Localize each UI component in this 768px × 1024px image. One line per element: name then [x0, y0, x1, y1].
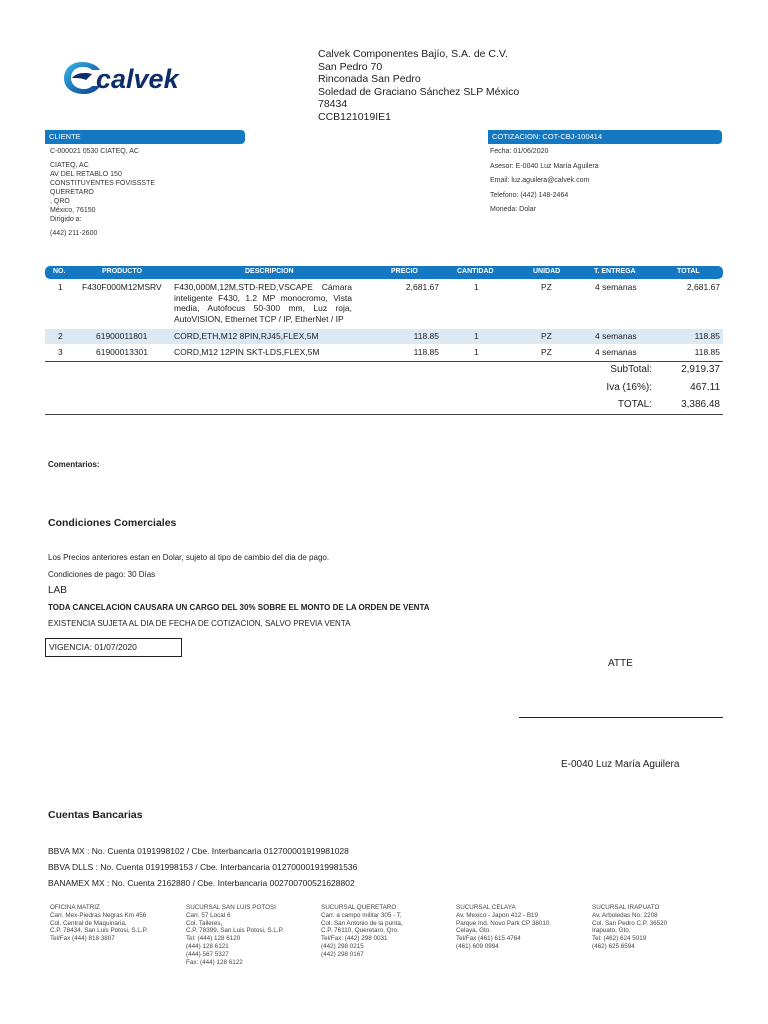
bank-line: BBVA MX : No. Cuenta 0191998102 / Cbe. Interbancaria 012700001919981028 — [48, 846, 349, 856]
office-line: Carr. Mex-Piedras Negras Km 456 — [50, 911, 147, 919]
company-line: San Pedro 70 — [318, 60, 383, 73]
client-address-line: Dirigido a: — [50, 216, 82, 223]
conditions-cancel: TODA CANCELACION CAUSARA UN CARGO DEL 30% SOBRE EL MONTO DE LA ORDEN DE VENTA — [48, 603, 430, 612]
calvek-logo — [62, 58, 222, 98]
office-line: Celaya, Gto. — [456, 927, 491, 935]
office-matriz — [50, 904, 148, 943]
cell-no: 3 — [58, 347, 63, 357]
office-line: Carr. 57 Local 6 — [186, 911, 231, 919]
office-line: C.P. 76110, Queretaro, Qro. — [321, 927, 399, 935]
quote-details — [490, 145, 599, 218]
client-phone: (442) 211-2600 — [50, 230, 98, 237]
cell-no: 2 — [58, 331, 63, 341]
office-line: Carr. a campo militar 305 - T, — [321, 911, 402, 919]
atte-label: ATTE — [608, 658, 633, 669]
cell-producto: F430F000M12MSRV — [82, 282, 162, 292]
client-address-line: QUERETARO — [50, 189, 94, 196]
office-line: Col. Central de Maquinaria, — [50, 919, 127, 927]
totals-divider — [45, 414, 723, 415]
office-line: (461) 609 0994 — [456, 942, 499, 950]
office-irapuato — [592, 904, 667, 951]
office-line: (442) 298 0167 — [321, 950, 364, 958]
office-line: Tel/Fax (444) 818 3807 — [50, 935, 115, 943]
items-table-header — [45, 266, 723, 279]
office-line: Irapuato, Gto. — [592, 927, 631, 935]
client-address-line: CONSTITUYENTES FOVISSSTE — [50, 180, 156, 187]
cell-unidad: PZ — [541, 282, 552, 292]
table-row — [45, 345, 723, 360]
logo-wordmark: calvek — [96, 64, 179, 94]
office-line: SUCURSAL QUERETARO — [321, 904, 397, 911]
office-line: SUCURSAL CELAYA — [456, 904, 516, 911]
quote-advisor: Asesor: E-0040 Luz María Aguilera — [490, 162, 599, 170]
bank-line: BBVA DLLS : No. Cuenta 0191998153 / Cbe. Interbancaria 012700001919981536 — [48, 862, 358, 872]
quote-currency: Moneda: Dolar — [490, 206, 536, 213]
conditions-stock: EXISTENCIA SUJETA AL DIA DE FECHA DE COTIZACION, SALVO PREVIA VENTA — [48, 619, 351, 628]
col-header-precio: PRECIO — [391, 268, 418, 275]
cell-descripcion: CORD,M12 12PIN SKT-LDS,FLEX,5M — [174, 347, 320, 357]
office-line: Tel/Fax: (442) 298 0031 — [321, 935, 388, 943]
cell-entrega: 4 semanas — [595, 331, 637, 341]
office-line: (444) 128 6121 — [186, 942, 229, 950]
cell-descripcion: CORD,ETH,M12 8PIN,RJ45,FLEX,5M — [174, 331, 319, 341]
col-header-cantidad: CANTIDAD — [457, 268, 494, 275]
office-san-luis-potosi — [186, 904, 284, 966]
office-line: SUCURSAL SAN LUIS POTOSI — [186, 904, 276, 911]
office-line: Tel/Fax (461) 615 4764 — [456, 935, 521, 943]
office-line: SUCURSAL IRAPUATO — [592, 904, 660, 911]
col-header-entrega: T. ENTREGA — [594, 268, 636, 275]
cell-unidad: PZ — [541, 347, 552, 357]
office-line: OFICINA MATRIZ — [50, 904, 100, 911]
total-value: 3,386.48 — [681, 399, 720, 410]
client-address-line: AV DEL RETABLO 150 — [50, 171, 122, 178]
table-divider — [45, 361, 723, 362]
cell-entrega: 4 semanas — [595, 282, 637, 292]
client-address-line: CIATEQ, AC — [50, 162, 89, 169]
col-header-producto: PRODUCTO — [102, 268, 142, 275]
subtotal-label: SubTotal: — [610, 364, 652, 375]
cell-precio: 118.85 — [413, 347, 439, 357]
cell-precio: 2,681.67 — [405, 282, 439, 292]
conditions-payment: Condiciones de pago: 30 Días — [48, 570, 156, 579]
office-line: Tel: (462) 624 5019 — [592, 935, 647, 943]
office-line: Col. Talleres, — [186, 919, 223, 927]
col-header-no: NO. — [53, 268, 66, 275]
company-info — [318, 48, 519, 123]
cell-total: 2,681.67 — [686, 282, 720, 292]
cell-unidad: PZ — [541, 331, 552, 341]
company-line: Rinconada San Pedro — [318, 73, 421, 85]
cell-precio: 118.85 — [413, 331, 439, 341]
conditions-lab: LAB — [48, 585, 67, 596]
company-line: CCB121019IE1 — [318, 110, 391, 123]
banks-title: Cuentas Bancarias — [48, 809, 143, 821]
iva-label: Iva (16%): — [606, 382, 652, 393]
office-line: Col. San Antonio de la punta, — [321, 919, 403, 927]
office-line: Av. Arboledas No. 2208 — [592, 911, 658, 919]
office-line: Fax: (444) 128 6122 — [186, 958, 243, 966]
signature-line — [519, 717, 723, 718]
cell-total: 118.85 — [694, 331, 720, 341]
cell-producto: 61900011801 — [96, 331, 148, 341]
office-line: Col. San Pedro C.P. 36520 — [592, 919, 668, 927]
client-code: C-000021 0530 CIATEQ, AC — [50, 148, 139, 155]
quote-email: Email: luz.aguilera@calvek.com — [490, 177, 590, 184]
office-queretaro — [321, 904, 403, 959]
cell-entrega: 4 semanas — [595, 347, 637, 357]
office-line: C.P. 78399, San Luis Potosi, S.L.P. — [186, 927, 284, 935]
quote-bar: COTIZACION: COT-CBJ-100414 — [488, 130, 722, 144]
office-line: (462) 625 6594 — [592, 942, 635, 950]
conditions-prices: Los Precios anteriores estan en Dolar, sujeto al tipo de cambio del dia de pago. — [48, 553, 330, 562]
col-header-unidad: UNIDAD — [533, 268, 561, 275]
quote-date: Fecha: 01/06/2020 — [490, 148, 549, 155]
cell-no: 1 — [58, 282, 63, 292]
office-line: (444) 567 5327 — [186, 950, 229, 958]
cell-total: 118.85 — [694, 347, 720, 357]
table-row — [45, 329, 723, 344]
client-bar: CLIENTE — [45, 130, 245, 144]
col-header-total: TOTAL — [677, 268, 700, 275]
company-line: Calvek Componentes Bajío, S.A. de C.V. — [318, 48, 508, 60]
client-details — [50, 147, 155, 238]
signer-name: E-0040 Luz María Aguilera — [561, 759, 680, 770]
office-line: Tel: (444) 128 6120 — [186, 935, 241, 943]
total-label: TOTAL: — [617, 399, 652, 410]
company-line: 78434 — [318, 98, 348, 110]
bank-line: BANAMEX MX : No. Cuenta 2162880 / Cbe. Interbancaria 002700700521628802 — [48, 878, 355, 888]
company-line: Soledad de Graciano Sánchez SLP México — [318, 85, 520, 98]
office-celaya — [456, 904, 549, 951]
cell-cantidad: 1 — [474, 282, 479, 292]
iva-value: 467.11 — [690, 382, 720, 393]
cell-cantidad: 1 — [474, 331, 479, 341]
client-address-line: , QRO — [50, 198, 70, 205]
comments-label: Comentarios: — [48, 460, 100, 469]
table-row — [45, 280, 723, 328]
office-line: (442) 298 0215 — [321, 942, 364, 950]
office-line: C.P. 78434, San Luis Potosi, S.L.P. — [50, 927, 148, 935]
cell-descripcion: F430,000M,12M,STD-RED,VSCAPE Cámara inteligente F430, 1.2 MP monocromo, Vista media, Autofocus 50-300 mm, Luz roja, AutoVISION, Ethernet TCP / IP, EtherNet / IP — [174, 282, 352, 324]
subtotal-value: 2,919.37 — [681, 364, 720, 375]
client-address-line: México, 76150 — [50, 207, 96, 214]
quote-phone: Telefono: (442) 148-2464 — [490, 191, 569, 199]
cell-producto: 61900013301 — [96, 347, 149, 357]
col-header-descripcion: DESCRIPCION — [245, 268, 294, 275]
validity-box: VIGENCIA: 01/07/2020 — [45, 638, 182, 657]
cell-cantidad: 1 — [474, 347, 479, 357]
office-line: Parque Ind. Novo Park CP 38010 — [456, 919, 550, 927]
conditions-title: Condiciones Comerciales — [48, 517, 177, 529]
office-line: Av. Mexico - Japon 412 - B19 — [456, 911, 539, 919]
